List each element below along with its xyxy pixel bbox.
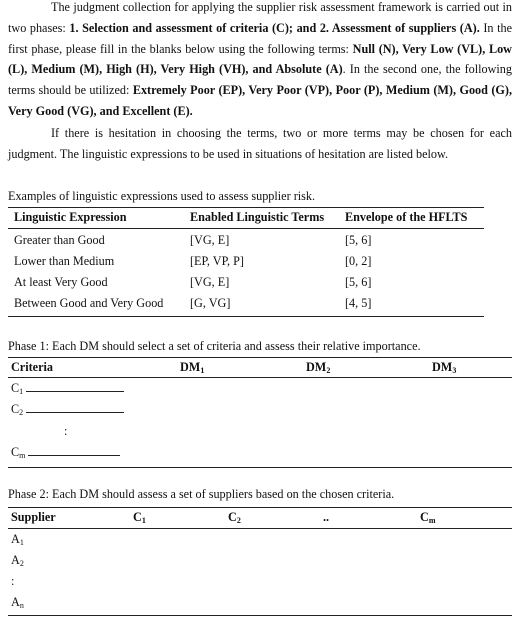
criterion-blank-line[interactable] xyxy=(28,445,120,456)
phase2-header-cm xyxy=(420,510,435,525)
intro-text-mid-2: . In the second one, the following terms should be utilized: xyxy=(8,62,512,98)
examples-table-caption: Examples of linguistic expressions used to assess supplier risk. xyxy=(8,189,316,203)
supplier-subscript: n xyxy=(19,601,24,610)
intro-text-start: The judgment collection for applying the supplier risk assessment framework is carried out in two phases: xyxy=(8,0,512,35)
examples-row-1-terms: [VG, E] xyxy=(190,233,230,247)
phase2-header-c2 xyxy=(228,510,241,525)
examples-row-4-envelope: [4, 5] xyxy=(345,296,372,310)
examples-header-terms: Enabled Linguistic Terms xyxy=(190,210,325,224)
criterion-subscript: 1 xyxy=(19,387,24,396)
phase1-header-dm3 xyxy=(432,360,456,375)
examples-row-2-terms: [EP, VP, P] xyxy=(190,254,244,268)
criterion-letter: C xyxy=(11,402,20,416)
criterion-blank-line[interactable] xyxy=(26,381,124,392)
intro-paragraph-1 xyxy=(8,0,512,122)
phase2-header-c1 xyxy=(133,510,146,525)
phase1-vertical-ellipsis: : xyxy=(64,424,68,438)
phase1-header-rule xyxy=(8,377,512,378)
criterion-subscript: 2 xyxy=(19,408,24,417)
phase1-row-cm[interactable] xyxy=(11,445,120,460)
supplier-letter: A xyxy=(11,532,20,546)
criterion-subscript: 2 xyxy=(236,516,241,525)
examples-row-1-envelope: [5, 6] xyxy=(345,233,372,247)
phase1-bottom-rule xyxy=(8,467,512,468)
phase2-row-a1 xyxy=(11,532,24,547)
examples-row-3-terms: [VG, E] xyxy=(190,275,230,289)
phase2-header-rule xyxy=(8,528,512,529)
supplier-subscript: 1 xyxy=(19,538,24,547)
phase2-bottom-rule xyxy=(8,615,512,616)
criterion-subscript: 1 xyxy=(141,516,146,525)
phase2-caption: Phase 2: Each DM should assess a set of suppliers based on the chosen criteria. xyxy=(8,487,395,501)
phase1-row-c1[interactable] xyxy=(11,381,124,396)
phase1-header-dm1 xyxy=(180,360,204,375)
dm-label: DM xyxy=(180,360,201,374)
phase1-top-rule xyxy=(8,357,512,358)
criterion-letter: C xyxy=(11,381,20,395)
criterion-letter: C xyxy=(420,510,429,524)
phase2-row-a2 xyxy=(11,553,24,568)
phase2-row-an xyxy=(11,595,24,610)
intro-paragraph-2: If there is hesitation in choosing the terms, two or more terms may be chosen for each judgment. The linguistic expressions to be used in situations of hesitation are listed below. xyxy=(8,126,512,161)
phase2-header-supplier: Supplier xyxy=(11,510,56,524)
phase2-top-rule xyxy=(8,507,512,508)
intro-phase1-terms-bold: Null (N), Very Low (VL), Low (L), Medium (M), High (H), Very High (VH), and Absolute (A) xyxy=(8,41,512,77)
dm-label: DM xyxy=(306,360,327,374)
examples-row-1-expression: Greater than Good xyxy=(14,233,105,247)
intro-phases-bold: 1. Selection and assessment of criteria (C); and 2. Assessment of suppliers (A). xyxy=(69,20,480,35)
phase1-header-criteria: Criteria xyxy=(11,360,53,374)
intro-text-mid-1: In the first phase, please fill in the blanks below using the following terms: xyxy=(8,20,512,56)
dm-label: DM xyxy=(432,360,453,374)
examples-row-3-expression: At least Very Good xyxy=(14,275,108,289)
examples-row-3-envelope: [5, 6] xyxy=(345,275,372,289)
supplier-letter: A xyxy=(11,553,20,567)
criterion-letter: C xyxy=(11,445,20,459)
intro-phase2-terms-bold: Extremely Poor (EP), Very Poor (VP), Poor (P), Medium (M), Good (G), Very Good (VG), and Excellent (E). xyxy=(8,83,512,118)
examples-header-envelope: Envelope of the HFLTS xyxy=(345,210,468,224)
criterion-subscript: m xyxy=(19,451,26,460)
examples-row-4-terms: [G, VG] xyxy=(190,296,231,310)
dm-subscript: 2 xyxy=(326,366,331,375)
examples-table-bottom-rule xyxy=(8,316,484,317)
examples-row-2-envelope: [0, 2] xyxy=(345,254,372,268)
criterion-subscript: m xyxy=(428,516,436,525)
phase1-header-dm2 xyxy=(306,360,330,375)
criterion-blank-line[interactable] xyxy=(26,402,124,413)
dm-subscript: 1 xyxy=(200,366,205,375)
phase2-vertical-ellipsis: : xyxy=(11,574,15,588)
supplier-letter: A xyxy=(11,595,20,609)
criterion-letter: C xyxy=(133,510,142,524)
examples-table-header-rule xyxy=(8,228,484,229)
supplier-subscript: 2 xyxy=(19,559,24,568)
examples-row-2-expression: Lower than Medium xyxy=(14,254,115,268)
examples-header-expression: Linguistic Expression xyxy=(14,210,127,224)
examples-row-4-expression: Between Good and Very Good xyxy=(14,296,164,310)
phase1-caption: Phase 1: Each DM should select a set of criteria and assess their relative importance. xyxy=(8,339,421,353)
phase1-row-c2[interactable] xyxy=(11,402,124,417)
examples-table-top-rule xyxy=(8,207,484,208)
criterion-letter: C xyxy=(228,510,237,524)
dm-subscript: 3 xyxy=(452,366,457,375)
phase2-header-dots: .. xyxy=(323,510,330,524)
